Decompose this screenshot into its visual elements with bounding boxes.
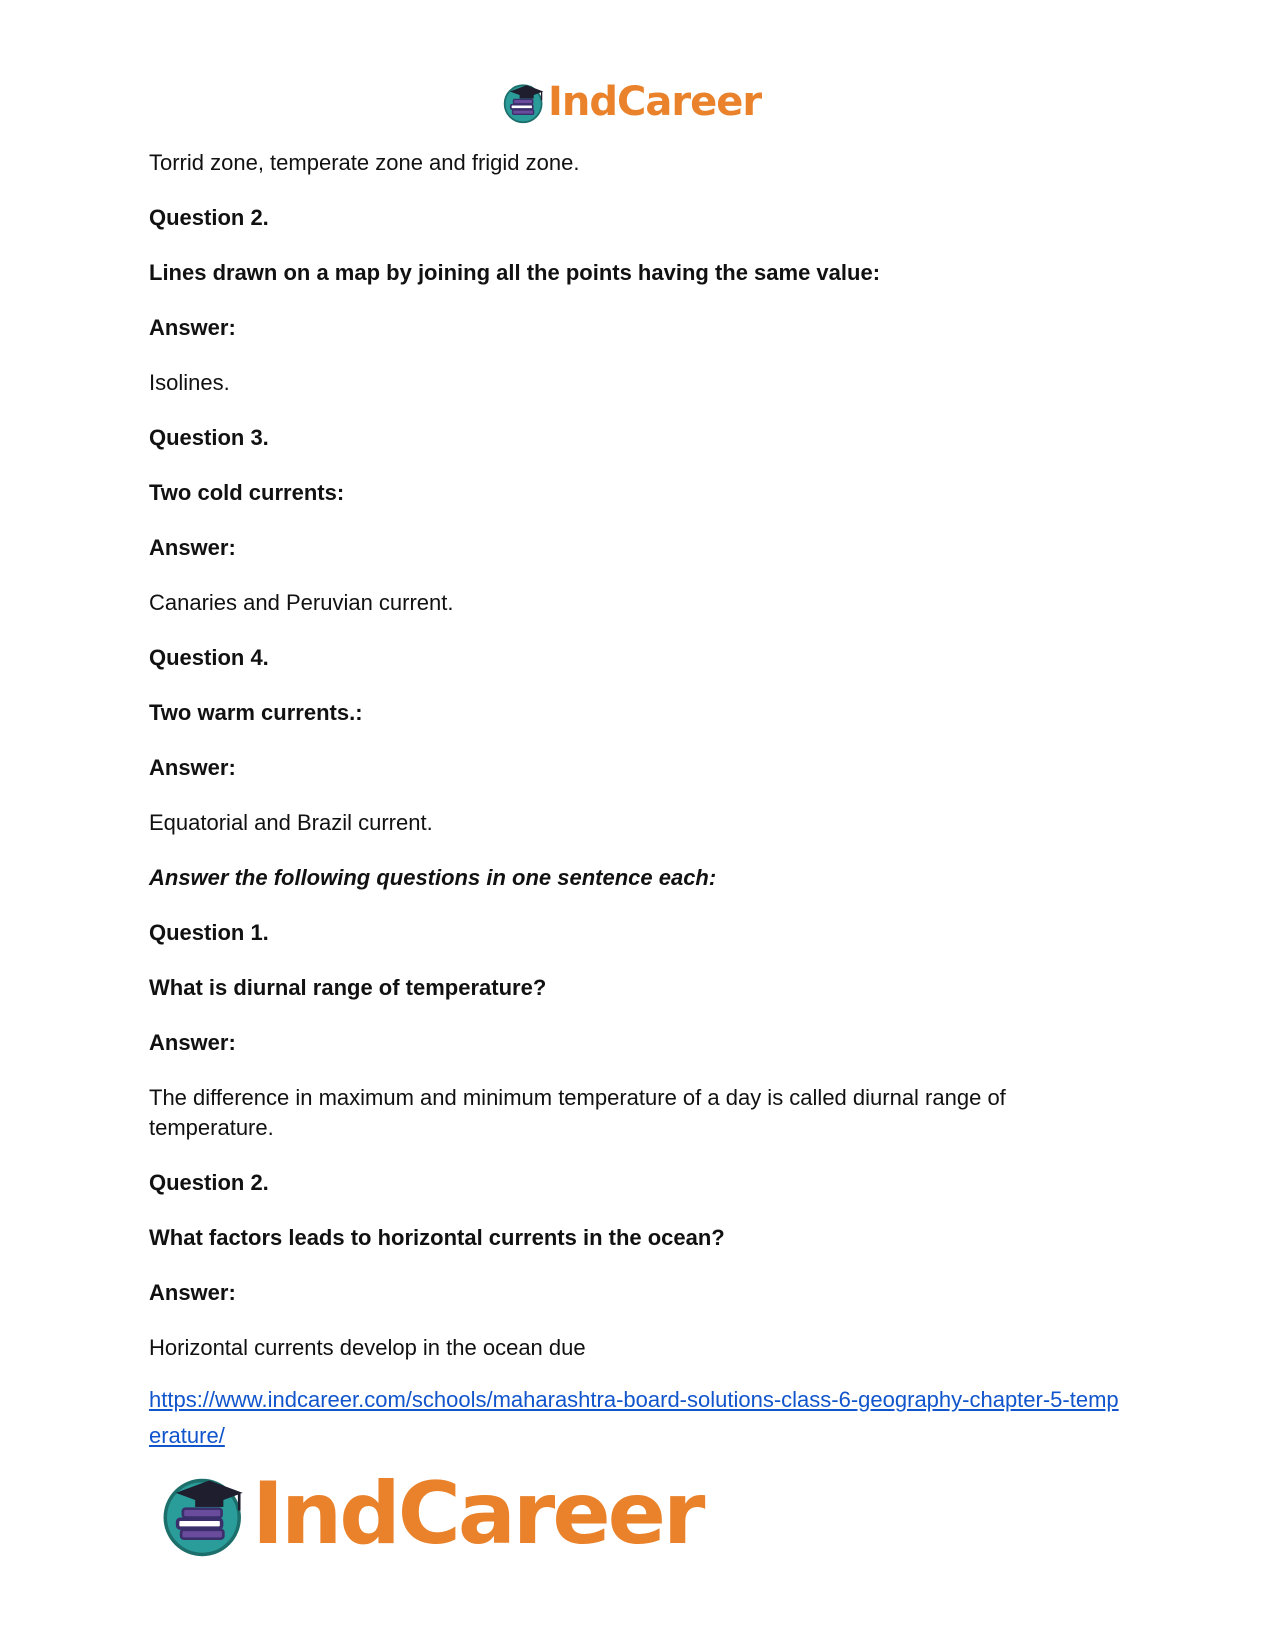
question-number: Question 2. (149, 1170, 269, 1195)
source-link[interactable]: https://www.indcareer.com/schools/maharashtra-board-solutions-class-6-geography-chapter-5-temperature/ (149, 1387, 1119, 1448)
logo-text: IndCareer (548, 79, 762, 125)
answer-text: Canaries and Peruvian current. (149, 590, 454, 615)
book-graduation-cap-icon (502, 80, 546, 124)
answer-text: Isolines. (149, 370, 230, 395)
question-text: Two warm currents.: (149, 700, 363, 725)
section-heading: Answer the following questions in one sentence each: (149, 865, 717, 890)
book-graduation-cap-icon (160, 1470, 248, 1558)
answer-label: Answer: (149, 535, 236, 560)
header-logo (502, 78, 761, 126)
answer-text: Equatorial and Brazil current. (149, 810, 433, 835)
answer-text: The difference in maximum and minimum temperature of a day is called diurnal range of temperature. (149, 1085, 1006, 1140)
document-body (149, 148, 1129, 1454)
question-text: What factors leads to horizontal currents in the ocean? (149, 1225, 725, 1250)
question-number: Question 2. (149, 205, 269, 230)
answer-label: Answer: (149, 1030, 236, 1055)
footer-logo (160, 1464, 703, 1564)
question-text: Lines drawn on a map by joining all the points having the same value: (149, 260, 881, 285)
question-number: Question 1. (149, 920, 269, 945)
question-number: Question 4. (149, 645, 269, 670)
answer-label: Answer: (149, 755, 236, 780)
answer-text: Torrid zone, temperate zone and frigid zone. (149, 150, 580, 175)
question-number: Question 3. (149, 425, 269, 450)
answer-label: Answer: (149, 315, 236, 340)
answer-label: Answer: (149, 1280, 236, 1305)
logo-text: IndCareer (252, 1464, 703, 1564)
question-text: What is diurnal range of temperature? (149, 975, 547, 1000)
question-text: Two cold currents: (149, 480, 345, 505)
answer-text: Horizontal currents develop in the ocean due (149, 1335, 586, 1360)
source-link-paragraph (149, 1382, 1124, 1454)
